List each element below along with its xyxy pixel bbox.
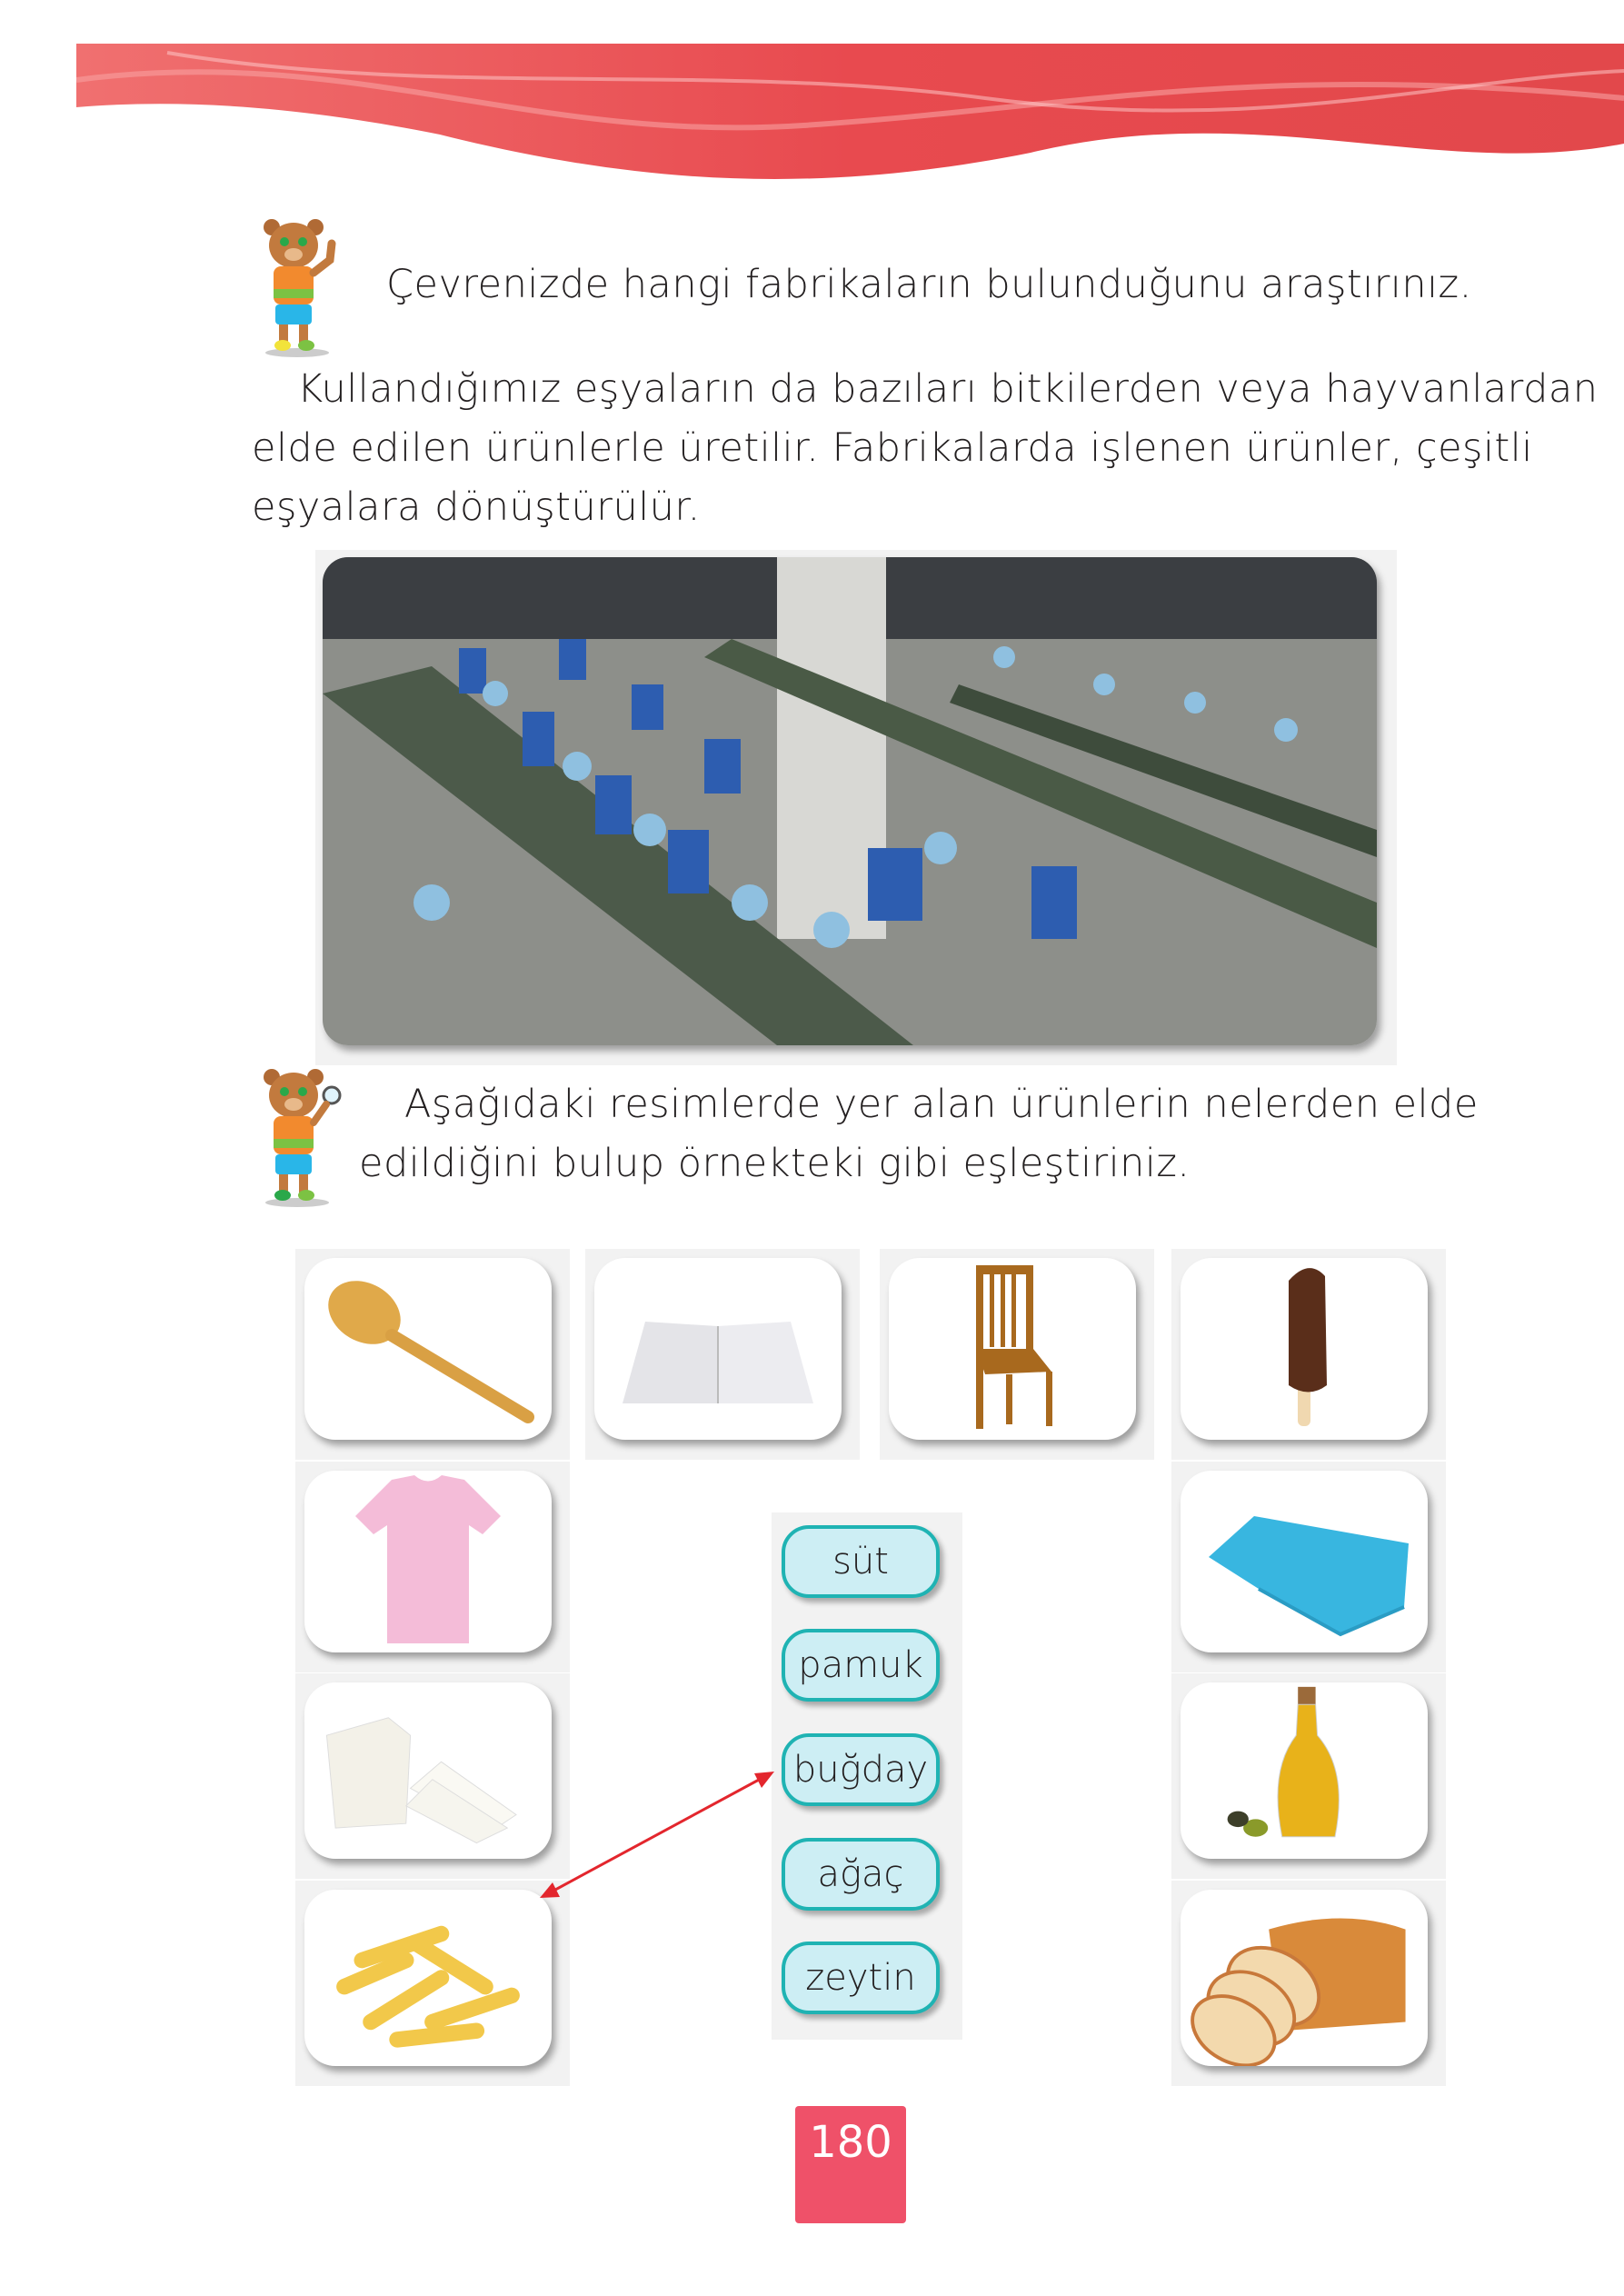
olive-oil-bottle-image <box>1181 1682 1428 1859</box>
instruction-research-factories: Çevrenizde hangi fabrikaların bulunduğunu araştırınız. <box>386 262 1472 307</box>
product-card-ice-cream[interactable] <box>1171 1249 1446 1460</box>
product-card-chair[interactable] <box>880 1249 1154 1460</box>
blue-towel-image <box>1181 1471 1428 1652</box>
word-pill-bugday[interactable]: buğday <box>782 1733 940 1806</box>
paragraph-line: eşyalara dönüştürülür. <box>252 484 701 530</box>
header-wave-banner <box>76 44 1624 189</box>
notebook-image <box>594 1258 842 1440</box>
product-card-wooden-spoon[interactable] <box>295 1249 570 1460</box>
example-match-arrow <box>527 1759 791 1909</box>
white-cheese-image <box>304 1682 552 1859</box>
factory-photo-frame <box>315 550 1397 1065</box>
matching-instruction <box>359 1082 1479 1200</box>
pink-tshirt-image <box>304 1471 552 1652</box>
paragraph-line: Kullandığımız eşyaların da bazıları bitkilerden veya hayvanlardan <box>297 366 1599 412</box>
product-card-notebook[interactable] <box>585 1249 860 1460</box>
product-card-tshirt[interactable] <box>295 1462 570 1672</box>
wooden-chair-image <box>889 1258 1136 1440</box>
factory-workers-photo <box>323 557 1377 1045</box>
penne-pasta-image <box>304 1890 552 2066</box>
word-pill-sut[interactable]: süt <box>782 1525 940 1598</box>
word-pill-agac[interactable]: ağaç <box>782 1838 940 1911</box>
word-pill-pamuk[interactable]: pamuk <box>782 1629 940 1702</box>
ice-cream-image <box>1181 1258 1428 1440</box>
product-card-pasta[interactable] <box>295 1881 570 2086</box>
wooden-spoon-image <box>304 1258 552 1440</box>
word-pill-zeytin[interactable]: zeytin <box>782 1942 940 2014</box>
product-card-olive-oil[interactable] <box>1171 1673 1446 1879</box>
word-bank <box>772 1512 962 2040</box>
bread-loaf-image <box>1181 1890 1428 2066</box>
page-number: 180 <box>795 2106 906 2223</box>
instruction-line: Aşağıdaki resimlerde yer alan ürünlerin nelerden elde <box>404 1082 1479 1127</box>
bear-mascot-pointing-icon <box>252 216 343 357</box>
paragraph-line: elde edilen ürünlerle üretilir. Fabrikalarda işlenen ürünler, çeşitli <box>252 425 1533 471</box>
intro-paragraph <box>252 366 1599 544</box>
product-card-bread[interactable] <box>1171 1881 1446 2086</box>
bear-mascot-magnifier-icon <box>252 1066 343 1207</box>
product-card-towel[interactable] <box>1171 1462 1446 1672</box>
instruction-line: edildiğini bulup örnekteki gibi eşleştiriniz. <box>359 1141 1191 1186</box>
